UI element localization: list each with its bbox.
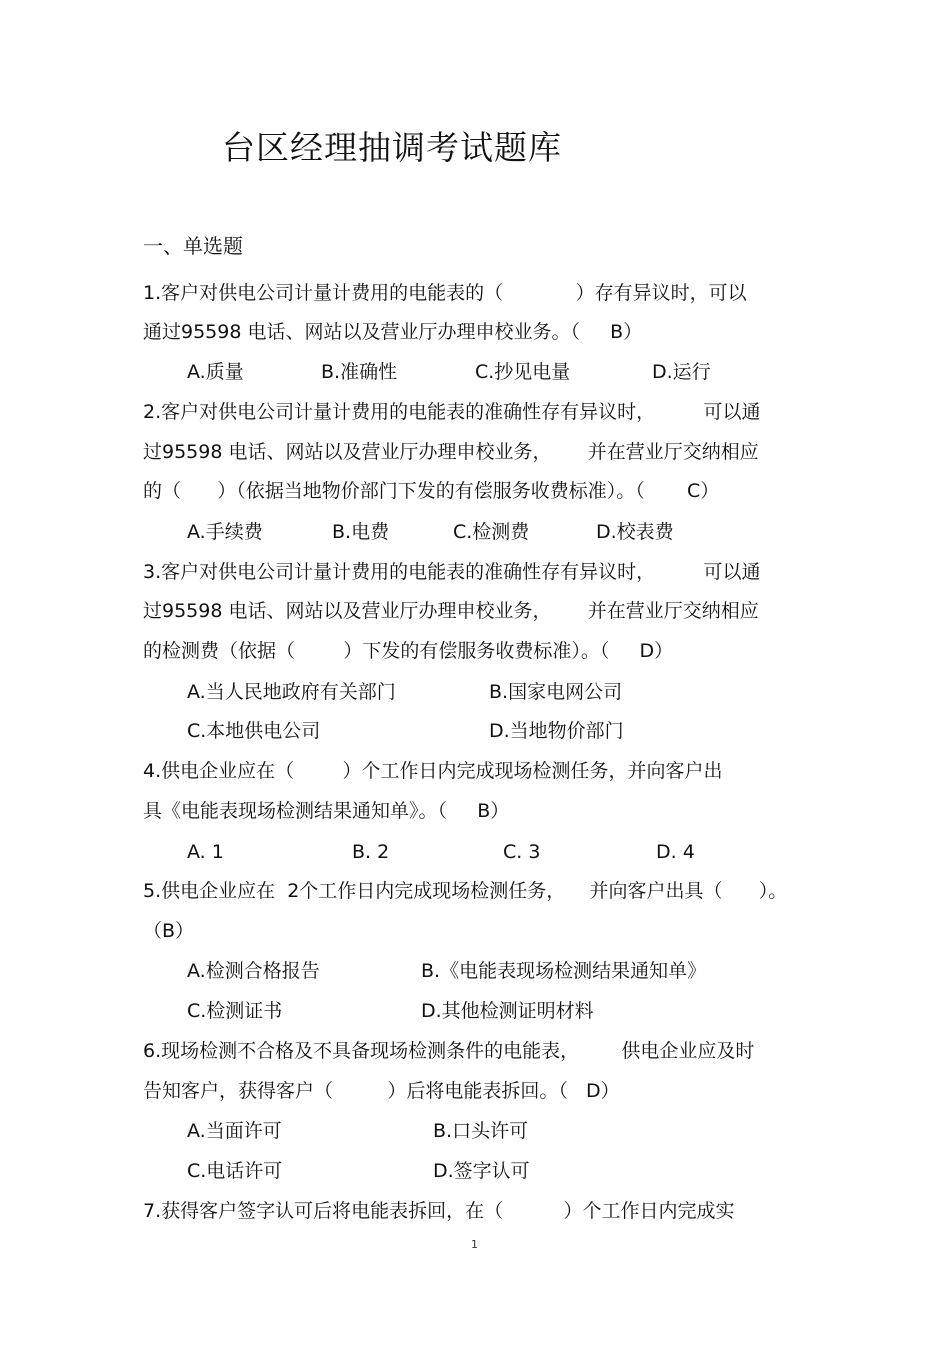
question-2-option-b: B.电费 [332,521,390,543]
question-3-line-1: 3.客户对供电公司计量计费用的电能表的准确性存有异议时， 可以通 [143,561,761,583]
section-heading: 一、单选题 [143,234,243,258]
question-6-option-a: A.当面许可 [187,1120,282,1142]
question-5-line-2: （B） [143,920,195,942]
question-4-option-b: B. 2 [352,841,390,863]
question-7-line-1: 7.获得客户签字认可后将电能表拆回，在（ ）个工作日内完成实 [143,1200,735,1222]
question-2-line-3: 的（ ）（依据当地物价部门下发的有偿服务收费标准）。（ C） [143,480,720,502]
question-3-option-b: B.国家电网公司 [489,681,623,703]
question-4-option-a: A. 1 [187,841,224,863]
question-5-option-c: C.检测证书 [187,1000,283,1022]
question-6-option-d: D.签字认可 [433,1160,530,1182]
question-2-option-d: D.校表费 [596,521,674,543]
question-6-option-b: B.口头许可 [433,1120,529,1142]
question-2-line-1: 2.客户对供电公司计量计费用的电能表的准确性存有异议时， 可以通 [143,401,761,423]
question-2-line-2: 过95598 电话、网站以及营业厅办理申校业务， 并在营业厅交纳相应 [143,441,759,463]
question-4-line-2: 具《电能表现场检测结果通知单》。（ B） [143,800,510,822]
question-3-line-3: 的检测费（依据（ ）下发的有偿服务收费标准）。（ D） [143,640,674,662]
question-1-line-1: 1.客户对供电公司计量计费用的电能表的（ ）存有异议时，可以 [143,282,747,304]
question-5-line-1: 5.供电企业应在 2个工作日内完成现场检测任务， 并向客户出具（ ）。 [143,880,788,902]
question-6-option-c: C.电话许可 [187,1160,283,1182]
question-6-line-1: 6.现场检测不合格及不具备现场检测条件的电能表， 供电企业应及时 [143,1040,755,1062]
question-3-option-d: D.当地物价部门 [489,720,624,742]
question-5-option-d: D.其他检测证明材料 [421,1000,594,1022]
page-number: 1 [471,1238,478,1251]
question-5-option-a: A.检测合格报告 [187,960,320,982]
question-1-option-a: A.质量 [187,361,244,383]
question-4-line-1: 4.供电企业应在（ ）个工作日内完成现场检测任务，并向客户出 [143,760,723,782]
question-5-option-b: B.《电能表现场检测结果通知单》 [421,960,707,982]
question-2-option-a: A.手续费 [187,521,263,543]
question-1-option-d: D.运行 [652,361,711,383]
question-1-option-c: C.抄见电量 [475,361,571,383]
question-3-option-c: C.本地供电公司 [187,720,321,742]
question-4-option-d: D. 4 [656,841,695,863]
question-6-line-2: 告知客户，获得客户（ ）后将电能表拆回。（ D） [143,1080,620,1102]
question-4-option-c: C. 3 [503,841,541,863]
question-3-option-a: A.当人民地政府有关部门 [187,681,396,703]
question-1-line-2: 通过95598 电话、网站以及营业厅办理申校业务。（ B） [143,321,643,343]
question-3-line-2: 过95598 电话、网站以及营业厅办理申校业务， 并在营业厅交纳相应 [143,600,759,622]
question-2-option-c: C.检测费 [453,521,530,543]
question-1-option-b: B.准确性 [321,361,398,383]
document-title: 台区经理抽调考试题库 [222,128,562,167]
